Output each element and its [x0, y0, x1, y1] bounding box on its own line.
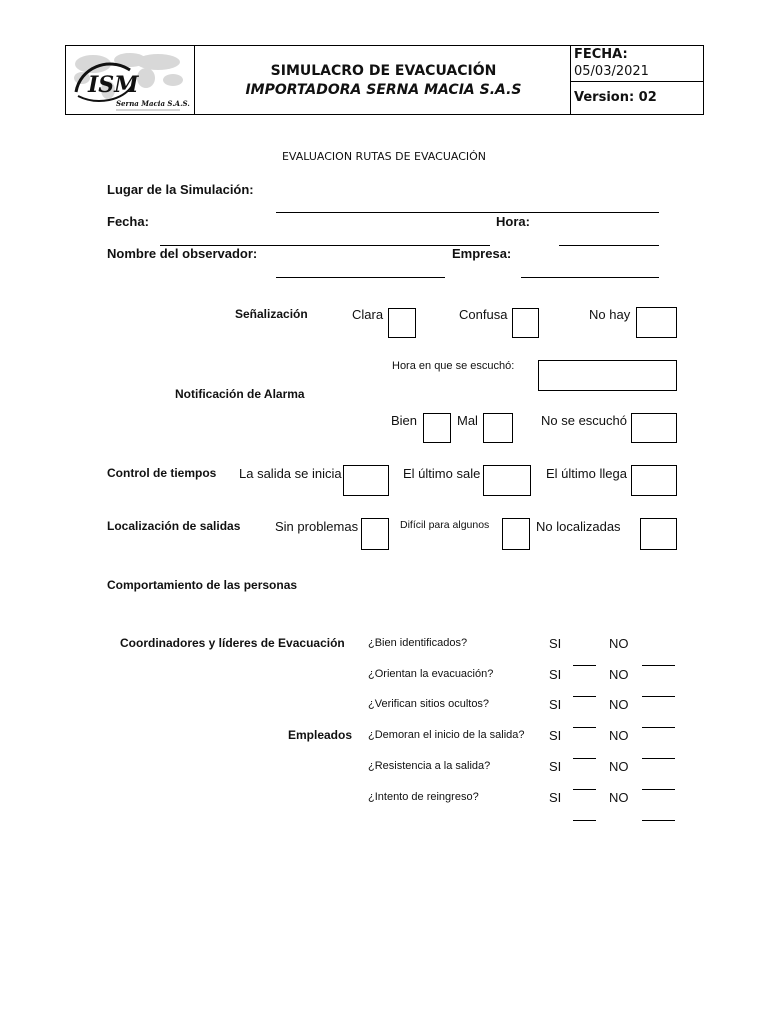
form-subtitle: EVALUACION RUTAS DE EVACUACIÓN — [281, 150, 487, 163]
si-answer-line[interactable] — [573, 665, 596, 666]
senalizacion-label: Señalización — [235, 307, 308, 321]
header-divider — [570, 46, 571, 114]
no-answer-line[interactable] — [642, 727, 675, 728]
tiempos-option-inicia: La salida se inicia — [239, 466, 342, 481]
salidas-option-nolocalizadas: No localizadas — [536, 519, 621, 534]
header-table — [65, 45, 704, 115]
si-answer-line[interactable] — [573, 758, 596, 759]
si-answer-line[interactable] — [573, 820, 596, 821]
tiempos-inicia-field[interactable] — [343, 465, 389, 496]
hora-field-line[interactable] — [559, 245, 659, 246]
header-divider — [570, 81, 703, 82]
no-answer-line[interactable] — [642, 696, 675, 697]
question-resistencia: ¿Resistencia a la salida? — [368, 760, 491, 772]
tiempos-llega-field[interactable] — [631, 465, 677, 496]
salidas-option-sinproblemas: Sin problemas — [275, 519, 359, 534]
no-answer-line[interactable] — [642, 789, 675, 790]
salidas-label: Localización de salidas — [107, 519, 241, 533]
no-label: NO — [609, 636, 629, 651]
lugar-label: Lugar de la Simulación: — [107, 182, 254, 197]
header-divider — [194, 46, 195, 114]
date-label: FECHA: — [574, 47, 628, 62]
coordinadores-label: Coordinadores y líderes de Evacuación — [120, 636, 345, 650]
alarma-noescucho-checkbox[interactable] — [631, 413, 677, 443]
observador-label: Nombre del observador: — [107, 246, 258, 261]
salidas-nolocalizadas-checkbox[interactable] — [640, 518, 677, 550]
version-label: Version: 02 — [574, 90, 657, 105]
no-label: NO — [609, 667, 629, 682]
no-answer-line[interactable] — [642, 665, 675, 666]
empresa-label: Empresa: — [452, 246, 512, 261]
company-logo — [68, 48, 193, 113]
question-orientan: ¿Orientan la evacuación? — [368, 668, 494, 680]
si-label: SI — [549, 790, 562, 805]
no-label: NO — [609, 697, 629, 712]
question-bien-identificados: ¿Bien identificados? — [368, 637, 468, 649]
si-answer-line[interactable] — [573, 696, 596, 697]
alarma-option-mal: Mal — [457, 413, 478, 428]
logo-mark: ISM — [88, 72, 139, 98]
salidas-sinproblemas-checkbox[interactable] — [361, 518, 389, 550]
empleados-label: Empleados — [288, 728, 353, 742]
company-name: IMPORTADORA SERNA MACIA S.A.S — [245, 82, 522, 98]
fecha-label: Fecha: — [107, 214, 149, 229]
date-value: 05/03/2021 — [574, 64, 649, 79]
hora-escucho-label: Hora en que se escuchó: — [392, 360, 515, 372]
alarma-bien-checkbox[interactable] — [423, 413, 451, 443]
senalizacion-nohay-checkbox[interactable] — [636, 307, 677, 338]
observador-field-line[interactable] — [276, 277, 445, 278]
logo-company: Serna Macia S.A.S. — [116, 99, 190, 108]
si-answer-line[interactable] — [573, 789, 596, 790]
alarma-label: Notificación de Alarma — [175, 387, 305, 401]
senalizacion-option-confusa: Confusa — [459, 307, 508, 322]
si-label: SI — [549, 759, 562, 774]
question-reingreso: ¿Intento de reingreso? — [368, 791, 479, 803]
senalizacion-option-clara: Clara — [352, 307, 384, 322]
hora-label: Hora: — [496, 214, 530, 229]
senalizacion-option-nohay: No hay — [589, 307, 631, 322]
si-label: SI — [549, 697, 562, 712]
no-label: NO — [609, 759, 629, 774]
tiempos-sale-field[interactable] — [483, 465, 531, 496]
alarma-option-noescucho: No se escuchó — [541, 413, 627, 428]
salidas-dificil-checkbox[interactable] — [502, 518, 530, 550]
si-label: SI — [549, 636, 562, 651]
question-verifican: ¿Verifican sitios ocultos? — [368, 698, 490, 710]
senalizacion-confusa-checkbox[interactable] — [512, 308, 539, 338]
question-demoran: ¿Demoran el inicio de la salida? — [368, 729, 525, 741]
alarma-option-bien: Bien — [391, 413, 418, 428]
globe-logo-icon — [68, 48, 193, 113]
no-label: NO — [609, 790, 629, 805]
empresa-field-line[interactable] — [521, 277, 659, 278]
document-title: SIMULACRO DE EVACUACIÓN — [270, 63, 497, 79]
comportamiento-label: Comportamiento de las personas — [107, 578, 298, 592]
senalizacion-clara-checkbox[interactable] — [388, 308, 416, 338]
tiempos-label: Control de tiempos — [107, 466, 217, 480]
hora-escucho-field[interactable] — [538, 360, 677, 391]
tiempos-option-sale: El último sale — [403, 466, 481, 481]
si-answer-line[interactable] — [573, 727, 596, 728]
no-answer-line[interactable] — [642, 758, 675, 759]
salidas-option-dificil: Difícil para algunos — [400, 519, 490, 531]
lugar-field-line[interactable] — [276, 212, 659, 213]
alarma-mal-checkbox[interactable] — [483, 413, 513, 443]
no-label: NO — [609, 728, 629, 743]
no-answer-line[interactable] — [642, 820, 675, 821]
si-label: SI — [549, 667, 562, 682]
tiempos-option-llega: El último llega — [546, 466, 627, 481]
si-label: SI — [549, 728, 562, 743]
